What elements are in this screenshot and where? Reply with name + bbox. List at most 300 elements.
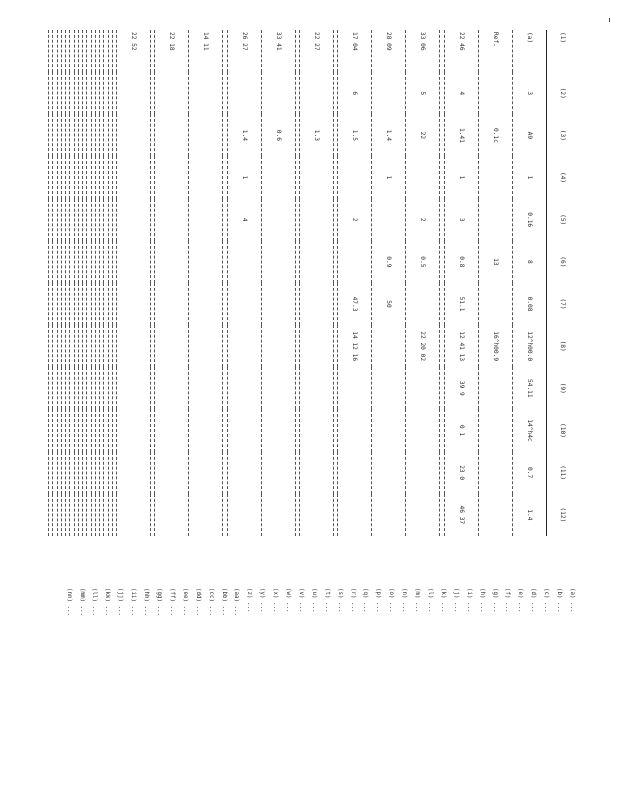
table-cell bbox=[261, 72, 295, 114]
table-cell bbox=[372, 452, 406, 494]
table-cell: 8 bbox=[512, 241, 546, 283]
table-cell: 22 20 02 bbox=[406, 325, 440, 367]
table-cell: 1.5 bbox=[338, 114, 372, 156]
table-cell bbox=[223, 114, 227, 156]
table-cell bbox=[478, 72, 512, 114]
table-cell bbox=[61, 367, 65, 409]
table-cell bbox=[189, 241, 223, 283]
table-cell bbox=[66, 283, 70, 325]
table-row bbox=[406, 30, 440, 536]
table-cell bbox=[83, 283, 87, 325]
table-cell bbox=[406, 367, 440, 409]
table-cell bbox=[70, 452, 74, 494]
footnote-line: (s) ... bbox=[336, 588, 343, 613]
table-cell bbox=[74, 72, 78, 114]
table-cell bbox=[61, 241, 65, 283]
table-cell bbox=[334, 30, 338, 72]
footnote-line: (f) ... bbox=[504, 588, 511, 613]
table-cell bbox=[83, 452, 87, 494]
table-cell bbox=[53, 409, 57, 451]
table-cell bbox=[261, 156, 295, 198]
footnote-line: (n) ... bbox=[401, 588, 408, 613]
footnote-line: (kk) ... bbox=[104, 588, 111, 616]
table-cell bbox=[104, 72, 108, 114]
table-cell: 39 9 bbox=[444, 367, 478, 409]
table-cell bbox=[53, 30, 57, 72]
table-cell bbox=[78, 156, 82, 198]
table-cell bbox=[112, 409, 116, 451]
table-cell bbox=[117, 452, 151, 494]
table-row bbox=[478, 30, 512, 536]
table-cell bbox=[155, 114, 189, 156]
table-cell bbox=[83, 30, 87, 72]
table-cell bbox=[440, 283, 444, 325]
table-cell: 12^h00.0 bbox=[512, 325, 546, 367]
table-cell bbox=[300, 156, 334, 198]
table-cell: 0.9 bbox=[372, 241, 406, 283]
table-cell: 22 52 bbox=[117, 30, 151, 72]
table-cell bbox=[261, 409, 295, 451]
table-cell bbox=[87, 241, 91, 283]
table-cell bbox=[66, 494, 70, 536]
table-cell bbox=[49, 72, 53, 114]
table-cell: A9 bbox=[512, 114, 546, 156]
table-cell bbox=[338, 241, 372, 283]
table-cell bbox=[53, 72, 57, 114]
table-cell bbox=[227, 409, 261, 451]
table-cell bbox=[61, 409, 65, 451]
table-cell bbox=[478, 367, 512, 409]
table-row bbox=[227, 30, 261, 536]
table-cell bbox=[70, 156, 74, 198]
footnote-line: (k) ... bbox=[439, 588, 446, 613]
table-cell bbox=[261, 452, 295, 494]
table-cell bbox=[155, 325, 189, 367]
table-cell bbox=[295, 241, 299, 283]
table-cell: 0.1c bbox=[478, 114, 512, 156]
table-cell bbox=[261, 367, 295, 409]
table-row bbox=[112, 30, 116, 536]
table-cell bbox=[91, 199, 95, 241]
table-cell bbox=[95, 452, 99, 494]
table-cell bbox=[91, 367, 95, 409]
table-cell bbox=[295, 114, 299, 156]
table-cell bbox=[74, 114, 78, 156]
table-cell bbox=[372, 367, 406, 409]
table-cell: 33 06 bbox=[406, 30, 440, 72]
table-cell bbox=[95, 156, 99, 198]
table-cell bbox=[87, 30, 91, 72]
table-row bbox=[66, 30, 70, 536]
table-cell bbox=[57, 452, 61, 494]
table-cell bbox=[223, 409, 227, 451]
table-cell: 47.3 bbox=[338, 283, 372, 325]
column-header-cell: (12) bbox=[546, 494, 578, 536]
table-cell: 12 41 13 bbox=[444, 325, 478, 367]
table-cell bbox=[440, 199, 444, 241]
table-cell bbox=[372, 494, 406, 536]
table-cell bbox=[104, 325, 108, 367]
table-row bbox=[151, 30, 155, 536]
table-cell bbox=[440, 156, 444, 198]
table-cell bbox=[61, 156, 65, 198]
table-cell bbox=[66, 325, 70, 367]
table-cell bbox=[261, 241, 295, 283]
table-cell bbox=[74, 494, 78, 536]
table-cell bbox=[49, 494, 53, 536]
table-cell bbox=[53, 241, 57, 283]
table-cell bbox=[95, 367, 99, 409]
column-header-cell: (1) bbox=[546, 30, 578, 72]
table-cell bbox=[406, 156, 440, 198]
table-cell bbox=[261, 494, 295, 536]
table-cell bbox=[78, 367, 82, 409]
table-cell bbox=[57, 325, 61, 367]
table-cell bbox=[104, 114, 108, 156]
table-row bbox=[91, 30, 95, 536]
table-cell bbox=[227, 494, 261, 536]
table-cell bbox=[100, 199, 104, 241]
table-cell bbox=[74, 452, 78, 494]
footnote-line: (dd) ... bbox=[194, 588, 201, 616]
table-cell bbox=[108, 325, 112, 367]
table-cell bbox=[406, 283, 440, 325]
table-cell bbox=[334, 241, 338, 283]
footnotes-block bbox=[58, 588, 578, 733]
table-cell bbox=[108, 409, 112, 451]
table-cell bbox=[338, 452, 372, 494]
footnote-line: (l) ... bbox=[427, 588, 434, 613]
column-header-cell: (11) bbox=[546, 452, 578, 494]
table-cell bbox=[112, 325, 116, 367]
table-cell: 13 bbox=[478, 241, 512, 283]
column-header-cell: (6) bbox=[546, 241, 578, 283]
table-cell bbox=[91, 325, 95, 367]
footnote-line: (t) ... bbox=[323, 588, 330, 613]
table-cell bbox=[440, 114, 444, 156]
table-cell bbox=[155, 367, 189, 409]
table-cell bbox=[104, 494, 108, 536]
footnote-line: (u) ... bbox=[310, 588, 317, 613]
footnote-line: (i) ... bbox=[465, 588, 472, 613]
table-cell bbox=[83, 409, 87, 451]
table-cell bbox=[338, 494, 372, 536]
table-cell bbox=[338, 156, 372, 198]
table-cell bbox=[74, 409, 78, 451]
table-cell bbox=[66, 367, 70, 409]
table-cell bbox=[108, 494, 112, 536]
table-cell bbox=[57, 494, 61, 536]
table-cell bbox=[49, 283, 53, 325]
table-cell bbox=[295, 494, 299, 536]
table-cell bbox=[372, 72, 406, 114]
table-cell bbox=[78, 409, 82, 451]
table-cell: 22 bbox=[406, 114, 440, 156]
table-cell bbox=[100, 72, 104, 114]
table-cell bbox=[83, 114, 87, 156]
table-cell bbox=[74, 156, 78, 198]
table-cell bbox=[104, 30, 108, 72]
table-cell bbox=[70, 30, 74, 72]
margin-tick-mark bbox=[609, 18, 610, 22]
table-cell: 0.5 bbox=[406, 241, 440, 283]
table-cell bbox=[61, 325, 65, 367]
footnote-line: (b) ... bbox=[556, 588, 563, 613]
table-cell bbox=[100, 30, 104, 72]
table-cell bbox=[49, 114, 53, 156]
table-cell bbox=[57, 72, 61, 114]
table-cell bbox=[151, 452, 155, 494]
table-cell bbox=[112, 452, 116, 494]
table-cell bbox=[66, 409, 70, 451]
table-cell bbox=[189, 72, 223, 114]
table-row bbox=[117, 30, 151, 536]
table-cell: 4 bbox=[227, 199, 261, 241]
table-cell bbox=[87, 114, 91, 156]
table-cell: (a) bbox=[512, 30, 546, 72]
table-cell bbox=[91, 114, 95, 156]
table-cell bbox=[87, 156, 91, 198]
table-cell bbox=[151, 72, 155, 114]
table-cell bbox=[104, 367, 108, 409]
table-cell bbox=[49, 325, 53, 367]
footnote-line: (aa) ... bbox=[233, 588, 240, 616]
table-cell bbox=[108, 241, 112, 283]
table-cell: 50 bbox=[372, 283, 406, 325]
table-cell bbox=[295, 325, 299, 367]
table-cell bbox=[151, 30, 155, 72]
table-cell bbox=[95, 72, 99, 114]
footnote-line: (d) ... bbox=[530, 588, 537, 613]
footnote-line: (mm) ... bbox=[78, 588, 85, 616]
table-cell bbox=[91, 409, 95, 451]
table-cell bbox=[91, 283, 95, 325]
table-cell bbox=[261, 199, 295, 241]
table-cell bbox=[78, 325, 82, 367]
table-cell bbox=[95, 409, 99, 451]
footnote-line: (z) ... bbox=[246, 588, 253, 613]
table-cell bbox=[83, 199, 87, 241]
table-cell bbox=[87, 452, 91, 494]
table-cell bbox=[227, 241, 261, 283]
table-row bbox=[87, 30, 91, 536]
table-cell bbox=[95, 325, 99, 367]
table-cell bbox=[57, 30, 61, 72]
table-cell bbox=[295, 452, 299, 494]
table-row bbox=[295, 30, 299, 536]
table-cell: 0.7 bbox=[512, 452, 546, 494]
table-cell bbox=[189, 367, 223, 409]
table-cell bbox=[74, 283, 78, 325]
table-cell bbox=[300, 409, 334, 451]
table-cell bbox=[117, 72, 151, 114]
footnote-line: (nn) ... bbox=[65, 588, 72, 616]
table-cell bbox=[108, 367, 112, 409]
table-cell bbox=[223, 367, 227, 409]
table-cell bbox=[440, 452, 444, 494]
column-header-cell: (3) bbox=[546, 114, 578, 156]
table-row bbox=[338, 30, 372, 536]
table-cell bbox=[49, 30, 53, 72]
footnote-line: (p) ... bbox=[375, 588, 382, 613]
table-cell bbox=[57, 241, 61, 283]
table-row bbox=[70, 30, 74, 536]
table-row bbox=[512, 30, 546, 536]
table-cell bbox=[117, 114, 151, 156]
table-row bbox=[83, 30, 87, 536]
table-cell bbox=[57, 367, 61, 409]
table-cell bbox=[300, 452, 334, 494]
table-cell bbox=[66, 72, 70, 114]
table-cell bbox=[189, 325, 223, 367]
table-cell bbox=[91, 72, 95, 114]
table-cell bbox=[295, 409, 299, 451]
table-row bbox=[95, 30, 99, 536]
table-header-row bbox=[546, 30, 578, 536]
table-cell bbox=[108, 72, 112, 114]
table-cell bbox=[61, 494, 65, 536]
table-row bbox=[444, 30, 478, 536]
table-cell bbox=[87, 325, 91, 367]
table-row bbox=[261, 30, 295, 536]
table-cell bbox=[74, 241, 78, 283]
table-cell bbox=[223, 325, 227, 367]
table-cell bbox=[95, 114, 99, 156]
table-cell bbox=[334, 409, 338, 451]
table-cell bbox=[223, 199, 227, 241]
table-cell bbox=[334, 156, 338, 198]
table-row bbox=[155, 30, 189, 536]
table-cell: 0.08 bbox=[512, 283, 546, 325]
table-cell bbox=[155, 283, 189, 325]
table-cell bbox=[100, 409, 104, 451]
table-cell bbox=[66, 30, 70, 72]
table-cell bbox=[87, 283, 91, 325]
footnote-line: (hh) ... bbox=[143, 588, 150, 616]
table-cell bbox=[478, 283, 512, 325]
table-row bbox=[300, 30, 334, 536]
table-cell bbox=[334, 114, 338, 156]
table-cell bbox=[49, 156, 53, 198]
table-cell bbox=[155, 199, 189, 241]
table-cell bbox=[155, 241, 189, 283]
table-cell bbox=[440, 325, 444, 367]
table-cell bbox=[66, 199, 70, 241]
table-cell bbox=[57, 409, 61, 451]
table-cell: 0.8 bbox=[444, 241, 478, 283]
table-cell bbox=[53, 325, 57, 367]
table-cell bbox=[334, 325, 338, 367]
table-cell bbox=[70, 199, 74, 241]
table-cell bbox=[117, 494, 151, 536]
table-cell bbox=[104, 409, 108, 451]
table-cell bbox=[104, 241, 108, 283]
footnote-line: (y) ... bbox=[259, 588, 266, 613]
table-cell bbox=[189, 156, 223, 198]
table-cell bbox=[57, 114, 61, 156]
table-cell bbox=[49, 241, 53, 283]
table-cell: 0.6 bbox=[261, 114, 295, 156]
table-cell: 6 bbox=[338, 72, 372, 114]
table-cell bbox=[87, 367, 91, 409]
table-cell: 1 bbox=[444, 156, 478, 198]
table-cell bbox=[70, 409, 74, 451]
table-cell bbox=[112, 241, 116, 283]
table-cell bbox=[478, 409, 512, 451]
table-cell bbox=[117, 409, 151, 451]
table-cell bbox=[372, 199, 406, 241]
table-cell bbox=[53, 114, 57, 156]
footnote-line: (h) ... bbox=[478, 588, 485, 613]
table-cell bbox=[74, 30, 78, 72]
table-cell: 1 bbox=[227, 156, 261, 198]
table-cell bbox=[70, 367, 74, 409]
table-cell bbox=[151, 199, 155, 241]
table-cell bbox=[338, 367, 372, 409]
table-cell bbox=[406, 452, 440, 494]
table-cell bbox=[100, 452, 104, 494]
table-cell bbox=[57, 156, 61, 198]
table-cell bbox=[300, 325, 334, 367]
table-cell: 1 bbox=[512, 156, 546, 198]
table-cell: 5 bbox=[406, 72, 440, 114]
table-cell: 1.41 bbox=[444, 114, 478, 156]
table-cell bbox=[91, 452, 95, 494]
footnote-line: (g) ... bbox=[491, 588, 498, 613]
table-cell bbox=[78, 241, 82, 283]
footnote-line: (jj) ... bbox=[117, 588, 124, 616]
table-cell: 1 bbox=[372, 156, 406, 198]
table-cell bbox=[478, 199, 512, 241]
table-cell bbox=[91, 494, 95, 536]
table-cell: 16^h00.9 bbox=[478, 325, 512, 367]
table-cell bbox=[300, 283, 334, 325]
table-cell bbox=[108, 452, 112, 494]
table-cell bbox=[53, 283, 57, 325]
table-cell bbox=[104, 452, 108, 494]
table-cell bbox=[295, 199, 299, 241]
table-cell bbox=[151, 494, 155, 536]
column-header-cell: (10) bbox=[546, 409, 578, 451]
table-cell bbox=[74, 325, 78, 367]
table-cell bbox=[53, 452, 57, 494]
table-cell bbox=[151, 241, 155, 283]
table-cell bbox=[440, 241, 444, 283]
table-cell bbox=[300, 241, 334, 283]
table-cell bbox=[338, 409, 372, 451]
table-cell bbox=[189, 114, 223, 156]
table-cell bbox=[223, 72, 227, 114]
table-row bbox=[53, 30, 57, 536]
table-cell bbox=[100, 283, 104, 325]
table-cell bbox=[227, 367, 261, 409]
table-cell bbox=[406, 409, 440, 451]
table-cell bbox=[189, 409, 223, 451]
table-cell bbox=[57, 199, 61, 241]
table-row bbox=[100, 30, 104, 536]
table-cell bbox=[261, 325, 295, 367]
table-row bbox=[189, 30, 223, 536]
table-cell bbox=[300, 494, 334, 536]
table-cell bbox=[78, 72, 82, 114]
table-cell bbox=[406, 494, 440, 536]
footnote-line: (w) ... bbox=[285, 588, 292, 613]
table-cell bbox=[151, 283, 155, 325]
table-cell bbox=[104, 199, 108, 241]
table-cell bbox=[117, 325, 151, 367]
table-cell bbox=[223, 283, 227, 325]
footnote-line: (cc) ... bbox=[207, 588, 214, 616]
